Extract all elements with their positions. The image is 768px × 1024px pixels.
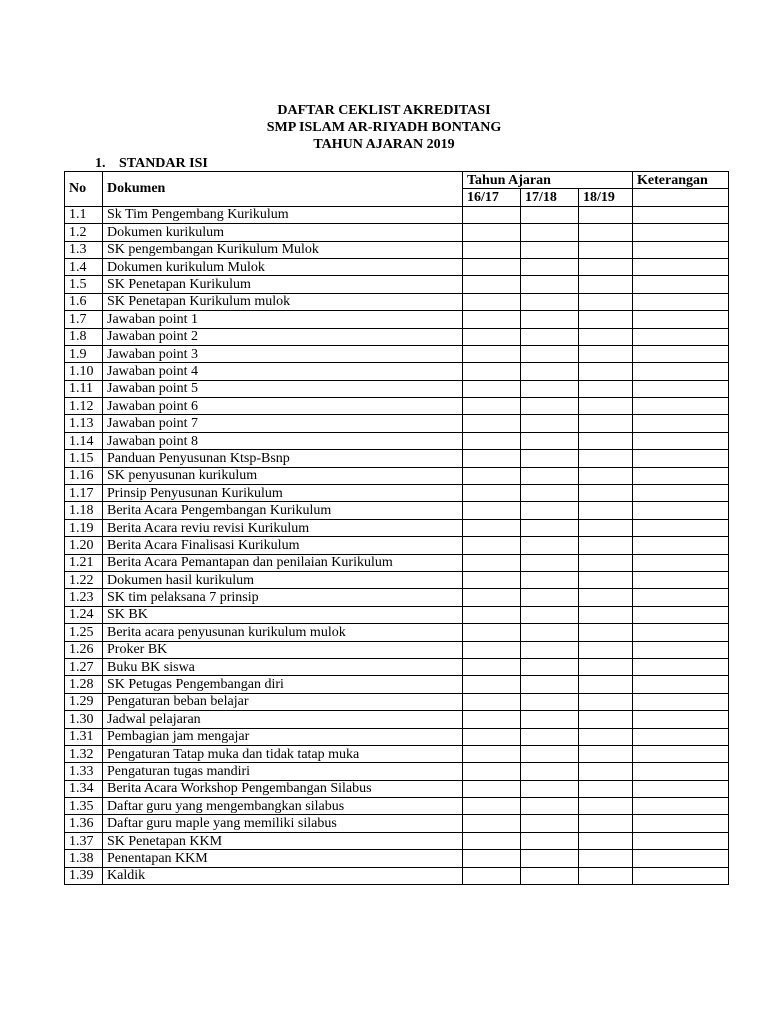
cell-dokumen: Proker BK (103, 641, 463, 658)
header-title: DAFTAR CEKLIST AKREDITASI (277, 103, 491, 118)
cell-keterangan[interactable] (633, 224, 729, 241)
cell-dokumen: Kaldik (103, 867, 463, 884)
table-row (65, 693, 729, 710)
cell-dokumen: Jawaban point 6 (103, 398, 463, 415)
table-row (65, 485, 729, 502)
table-row (65, 363, 729, 380)
cell-no: 1.8 (65, 328, 103, 345)
cell-check-18-19[interactable] (579, 293, 633, 310)
cell-no: 1.2 (65, 224, 103, 241)
cell-check-17-18[interactable] (521, 345, 579, 362)
cell-dokumen: SK Petugas Pengembangan diri (103, 676, 463, 693)
table-row (65, 415, 729, 432)
cell-no: 1.7 (65, 311, 103, 328)
cell-check-16-17[interactable] (463, 345, 521, 362)
cell-no: 1.20 (65, 537, 103, 554)
cell-check-16-17[interactable] (463, 206, 521, 223)
cell-keterangan[interactable] (633, 398, 729, 415)
cell-check-18-19[interactable] (579, 832, 633, 849)
table-row (65, 276, 729, 293)
cell-check-17-18[interactable] (521, 711, 579, 728)
cell-keterangan[interactable] (633, 745, 729, 762)
cell-check-17-18[interactable] (521, 850, 579, 867)
cell-no: 1.31 (65, 728, 103, 745)
cell-dokumen: Panduan Penyusunan Ktsp-Bsnp (103, 450, 463, 467)
header-year: TAHUN AJARAN 2019 (313, 137, 455, 152)
cell-check-17-18[interactable] (521, 832, 579, 849)
cell-check-17-18[interactable] (521, 328, 579, 345)
cell-no: 1.19 (65, 519, 103, 536)
cell-dokumen: Jawaban point 2 (103, 328, 463, 345)
cell-check-16-17[interactable] (463, 258, 521, 275)
table-row (65, 641, 729, 658)
cell-check-18-19[interactable] (579, 589, 633, 606)
cell-dokumen: Jawaban point 3 (103, 345, 463, 362)
column-header-keterangan-blank (633, 189, 729, 206)
cell-check-18-19[interactable] (579, 415, 633, 432)
cell-dokumen: SK tim pelaksana 7 prinsip (103, 589, 463, 606)
cell-keterangan[interactable] (633, 728, 729, 745)
column-header-year: 16/17 (463, 189, 521, 206)
cell-check-18-19[interactable] (579, 624, 633, 641)
cell-keterangan[interactable] (633, 798, 729, 815)
table-row (65, 867, 729, 884)
table-row (65, 241, 729, 258)
cell-dokumen: Berita Acara reviu revisi Kurikulum (103, 519, 463, 536)
cell-check-17-18[interactable] (521, 432, 579, 449)
cell-check-17-18[interactable] (521, 380, 579, 397)
cell-check-17-18[interactable] (521, 450, 579, 467)
cell-dokumen: Berita Acara Finalisasi Kurikulum (103, 537, 463, 554)
cell-dokumen: Daftar guru yang mengembangkan silabus (103, 798, 463, 815)
cell-dokumen: Berita Acara Pemantapan dan penilaian Kurikulum (103, 554, 463, 571)
cell-check-18-19[interactable] (579, 571, 633, 588)
cell-dokumen: Buku BK siswa (103, 658, 463, 675)
cell-check-18-19[interactable] (579, 450, 633, 467)
cell-keterangan[interactable] (633, 293, 729, 310)
section-number: 1. (95, 156, 106, 171)
cell-check-16-17[interactable] (463, 571, 521, 588)
cell-check-17-18[interactable] (521, 606, 579, 623)
cell-keterangan[interactable] (633, 276, 729, 293)
table-row (65, 519, 729, 536)
cell-check-17-18[interactable] (521, 467, 579, 484)
cell-keterangan[interactable] (633, 815, 729, 832)
cell-check-18-19[interactable] (579, 432, 633, 449)
cell-no: 1.9 (65, 345, 103, 362)
table-row (65, 345, 729, 362)
cell-check-17-18[interactable] (521, 519, 579, 536)
cell-check-18-19[interactable] (579, 780, 633, 797)
cell-dokumen: SK Penetapan Kurikulum (103, 276, 463, 293)
cell-check-18-19[interactable] (579, 867, 633, 884)
cell-check-18-19[interactable] (579, 676, 633, 693)
cell-check-18-19[interactable] (579, 798, 633, 815)
table-row (65, 745, 729, 762)
cell-check-16-17[interactable] (463, 415, 521, 432)
cell-check-16-17[interactable] (463, 798, 521, 815)
cell-check-17-18[interactable] (521, 224, 579, 241)
cell-check-16-17[interactable] (463, 641, 521, 658)
cell-check-17-18[interactable] (521, 293, 579, 310)
cell-check-18-19[interactable] (579, 485, 633, 502)
cell-check-16-17[interactable] (463, 728, 521, 745)
cell-keterangan[interactable] (633, 850, 729, 867)
cell-check-16-17[interactable] (463, 832, 521, 849)
cell-no: 1.4 (65, 258, 103, 275)
cell-no: 1.26 (65, 641, 103, 658)
cell-check-18-19[interactable] (579, 276, 633, 293)
cell-check-18-19[interactable] (579, 537, 633, 554)
cell-dokumen: SK Penetapan Kurikulum mulok (103, 293, 463, 310)
cell-keterangan[interactable] (633, 345, 729, 362)
cell-no: 1.25 (65, 624, 103, 641)
cell-check-17-18[interactable] (521, 693, 579, 710)
cell-keterangan[interactable] (633, 328, 729, 345)
cell-dokumen: Jawaban point 1 (103, 311, 463, 328)
table-row (65, 311, 729, 328)
table-row (65, 832, 729, 849)
cell-check-17-18[interactable] (521, 485, 579, 502)
cell-dokumen: Daftar guru maple yang memiliki silabus (103, 815, 463, 832)
cell-keterangan[interactable] (633, 589, 729, 606)
cell-check-16-17[interactable] (463, 606, 521, 623)
table-row (65, 658, 729, 675)
cell-keterangan[interactable] (633, 450, 729, 467)
cell-keterangan[interactable] (633, 641, 729, 658)
cell-keterangan[interactable] (633, 467, 729, 484)
cell-no: 1.14 (65, 432, 103, 449)
cell-check-17-18[interactable] (521, 241, 579, 258)
cell-no: 1.38 (65, 850, 103, 867)
cell-check-17-18[interactable] (521, 745, 579, 762)
column-header-year: 17/18 (521, 189, 579, 206)
cell-dokumen: SK Penetapan KKM (103, 832, 463, 849)
cell-check-18-19[interactable] (579, 519, 633, 536)
cell-keterangan[interactable] (633, 241, 729, 258)
cell-check-16-17[interactable] (463, 241, 521, 258)
cell-dokumen: Prinsip Penyusunan Kurikulum (103, 485, 463, 502)
cell-dokumen: Dokumen kurikulum (103, 224, 463, 241)
cell-check-16-17[interactable] (463, 867, 521, 884)
cell-check-16-17[interactable] (463, 850, 521, 867)
table-row (65, 815, 729, 832)
cell-check-16-17[interactable] (463, 398, 521, 415)
table-row (65, 380, 729, 397)
cell-check-18-19[interactable] (579, 641, 633, 658)
cell-check-16-17[interactable] (463, 537, 521, 554)
table-row (65, 224, 729, 241)
cell-check-18-19[interactable] (579, 467, 633, 484)
table-header-row (65, 172, 729, 189)
cell-check-16-17[interactable] (463, 311, 521, 328)
cell-no: 1.3 (65, 241, 103, 258)
cell-check-17-18[interactable] (521, 537, 579, 554)
cell-check-16-17[interactable] (463, 745, 521, 762)
cell-dokumen: Pembagian jam mengajar (103, 728, 463, 745)
cell-check-17-18[interactable] (521, 624, 579, 641)
cell-check-16-17[interactable] (463, 485, 521, 502)
cell-no: 1.29 (65, 693, 103, 710)
table-row (65, 450, 729, 467)
cell-check-18-19[interactable] (579, 693, 633, 710)
cell-check-18-19[interactable] (579, 206, 633, 223)
table-row (65, 676, 729, 693)
cell-dokumen: Berita acara penyusunan kurikulum mulok (103, 624, 463, 641)
cell-dokumen: Sk Tim Pengembang Kurikulum (103, 206, 463, 223)
cell-no: 1.13 (65, 415, 103, 432)
cell-keterangan[interactable] (633, 606, 729, 623)
cell-check-16-17[interactable] (463, 519, 521, 536)
table-row (65, 258, 729, 275)
checklist-table (64, 171, 729, 885)
cell-check-17-18[interactable] (521, 763, 579, 780)
cell-check-16-17[interactable] (463, 763, 521, 780)
cell-check-16-17[interactable] (463, 502, 521, 519)
cell-no: 1.34 (65, 780, 103, 797)
cell-keterangan[interactable] (633, 763, 729, 780)
cell-check-17-18[interactable] (521, 780, 579, 797)
cell-dokumen: Pengaturan Tatap muka dan tidak tatap muka (103, 745, 463, 762)
cell-keterangan[interactable] (633, 676, 729, 693)
cell-check-17-18[interactable] (521, 589, 579, 606)
cell-keterangan[interactable] (633, 537, 729, 554)
cell-check-17-18[interactable] (521, 867, 579, 884)
cell-keterangan[interactable] (633, 571, 729, 588)
cell-no: 1.15 (65, 450, 103, 467)
table-row (65, 606, 729, 623)
table-body (65, 206, 729, 884)
cell-check-16-17[interactable] (463, 554, 521, 571)
cell-dokumen: SK penyusunan kurikulum (103, 467, 463, 484)
cell-no: 1.21 (65, 554, 103, 571)
cell-dokumen: Jawaban point 7 (103, 415, 463, 432)
cell-no: 1.1 (65, 206, 103, 223)
table-row (65, 432, 729, 449)
cell-no: 1.39 (65, 867, 103, 884)
table-row (65, 711, 729, 728)
header-school: SMP ISLAM AR-RIYADH BONTANG (266, 120, 502, 135)
table-row (65, 780, 729, 797)
cell-no: 1.32 (65, 745, 103, 762)
cell-keterangan[interactable] (633, 432, 729, 449)
cell-dokumen: Penentapan KKM (103, 850, 463, 867)
cell-check-16-17[interactable] (463, 780, 521, 797)
cell-no: 1.5 (65, 276, 103, 293)
cell-check-16-17[interactable] (463, 224, 521, 241)
cell-check-18-19[interactable] (579, 554, 633, 571)
column-header-dokumen: Dokumen (103, 172, 463, 207)
table-row (65, 589, 729, 606)
table-row (65, 502, 729, 519)
cell-check-17-18[interactable] (521, 728, 579, 745)
cell-check-18-19[interactable] (579, 502, 633, 519)
column-header-keterangan: Keterangan (633, 172, 729, 189)
cell-check-17-18[interactable] (521, 571, 579, 588)
cell-dokumen: Jawaban point 4 (103, 363, 463, 380)
cell-keterangan[interactable] (633, 693, 729, 710)
cell-check-18-19[interactable] (579, 815, 633, 832)
cell-check-18-19[interactable] (579, 258, 633, 275)
table-row (65, 328, 729, 345)
cell-no: 1.16 (65, 467, 103, 484)
cell-keterangan[interactable] (633, 380, 729, 397)
cell-keterangan[interactable] (633, 502, 729, 519)
cell-no: 1.11 (65, 380, 103, 397)
cell-keterangan[interactable] (633, 711, 729, 728)
section-title: STANDAR ISI (119, 156, 208, 171)
table-row (65, 206, 729, 223)
cell-check-18-19[interactable] (579, 763, 633, 780)
cell-check-18-19[interactable] (579, 398, 633, 415)
cell-check-17-18[interactable] (521, 363, 579, 380)
cell-check-18-19[interactable] (579, 658, 633, 675)
cell-no: 1.33 (65, 763, 103, 780)
cell-check-17-18[interactable] (521, 311, 579, 328)
cell-dokumen: Dokumen hasil kurikulum (103, 571, 463, 588)
cell-check-17-18[interactable] (521, 658, 579, 675)
cell-keterangan[interactable] (633, 258, 729, 275)
cell-no: 1.35 (65, 798, 103, 815)
table-row (65, 571, 729, 588)
cell-dokumen: Dokumen kurikulum Mulok (103, 258, 463, 275)
cell-check-18-19[interactable] (579, 850, 633, 867)
cell-check-16-17[interactable] (463, 711, 521, 728)
cell-keterangan[interactable] (633, 206, 729, 223)
table-row (65, 293, 729, 310)
cell-check-17-18[interactable] (521, 798, 579, 815)
table-row (65, 850, 729, 867)
cell-check-16-17[interactable] (463, 380, 521, 397)
cell-keterangan[interactable] (633, 867, 729, 884)
table-row (65, 728, 729, 745)
cell-no: 1.22 (65, 571, 103, 588)
cell-check-18-19[interactable] (579, 711, 633, 728)
cell-check-16-17[interactable] (463, 450, 521, 467)
cell-check-16-17[interactable] (463, 676, 521, 693)
cell-no: 1.37 (65, 832, 103, 849)
cell-dokumen: Jadwal pelajaran (103, 711, 463, 728)
cell-check-16-17[interactable] (463, 589, 521, 606)
column-header-tahun-ajaran: Tahun Ajaran (463, 172, 633, 189)
cell-no: 1.23 (65, 589, 103, 606)
cell-no: 1.12 (65, 398, 103, 415)
cell-dokumen: Berita Acara Pengembangan Kurikulum (103, 502, 463, 519)
cell-check-17-18[interactable] (521, 554, 579, 571)
section-heading (95, 155, 208, 172)
cell-check-18-19[interactable] (579, 311, 633, 328)
cell-check-17-18[interactable] (521, 415, 579, 432)
cell-dokumen: Jawaban point 8 (103, 432, 463, 449)
cell-check-18-19[interactable] (579, 224, 633, 241)
cell-no: 1.27 (65, 658, 103, 675)
cell-check-16-17[interactable] (463, 432, 521, 449)
cell-dokumen: Pengaturan beban belajar (103, 693, 463, 710)
column-header-year: 18/19 (579, 189, 633, 206)
document-header (0, 102, 768, 153)
table-row (65, 624, 729, 641)
table-row (65, 554, 729, 571)
cell-check-17-18[interactable] (521, 641, 579, 658)
cell-check-18-19[interactable] (579, 606, 633, 623)
cell-keterangan[interactable] (633, 363, 729, 380)
cell-check-18-19[interactable] (579, 345, 633, 362)
cell-check-17-18[interactable] (521, 502, 579, 519)
table-row (65, 467, 729, 484)
cell-check-17-18[interactable] (521, 258, 579, 275)
cell-dokumen: SK pengembangan Kurikulum Mulok (103, 241, 463, 258)
cell-keterangan[interactable] (633, 658, 729, 675)
cell-no: 1.10 (65, 363, 103, 380)
table-row (65, 398, 729, 415)
cell-keterangan[interactable] (633, 311, 729, 328)
cell-no: 1.17 (65, 485, 103, 502)
column-header-no: No (65, 172, 103, 207)
cell-no: 1.30 (65, 711, 103, 728)
cell-check-16-17[interactable] (463, 693, 521, 710)
cell-no: 1.28 (65, 676, 103, 693)
cell-keterangan[interactable] (633, 832, 729, 849)
cell-keterangan[interactable] (633, 624, 729, 641)
table-row (65, 537, 729, 554)
cell-keterangan[interactable] (633, 415, 729, 432)
cell-check-18-19[interactable] (579, 745, 633, 762)
cell-keterangan[interactable] (633, 554, 729, 571)
cell-check-16-17[interactable] (463, 328, 521, 345)
cell-check-16-17[interactable] (463, 815, 521, 832)
cell-dokumen: Berita Acara Workshop Pengembangan Silabus (103, 780, 463, 797)
cell-check-16-17[interactable] (463, 293, 521, 310)
cell-check-18-19[interactable] (579, 728, 633, 745)
cell-check-16-17[interactable] (463, 624, 521, 641)
cell-keterangan[interactable] (633, 519, 729, 536)
cell-check-17-18[interactable] (521, 676, 579, 693)
cell-dokumen: Pengaturan tugas mandiri (103, 763, 463, 780)
cell-no: 1.18 (65, 502, 103, 519)
cell-dokumen: Jawaban point 5 (103, 380, 463, 397)
table-row (65, 798, 729, 815)
cell-check-17-18[interactable] (521, 815, 579, 832)
cell-check-18-19[interactable] (579, 363, 633, 380)
cell-check-17-18[interactable] (521, 398, 579, 415)
cell-check-18-19[interactable] (579, 380, 633, 397)
cell-check-16-17[interactable] (463, 467, 521, 484)
cell-dokumen: SK BK (103, 606, 463, 623)
cell-no: 1.6 (65, 293, 103, 310)
cell-no: 1.24 (65, 606, 103, 623)
cell-check-18-19[interactable] (579, 328, 633, 345)
table-row (65, 763, 729, 780)
cell-check-16-17[interactable] (463, 276, 521, 293)
cell-keterangan[interactable] (633, 485, 729, 502)
cell-no: 1.36 (65, 815, 103, 832)
cell-check-16-17[interactable] (463, 363, 521, 380)
cell-check-16-17[interactable] (463, 658, 521, 675)
cell-check-17-18[interactable] (521, 206, 579, 223)
cell-keterangan[interactable] (633, 780, 729, 797)
cell-check-17-18[interactable] (521, 276, 579, 293)
cell-check-18-19[interactable] (579, 241, 633, 258)
